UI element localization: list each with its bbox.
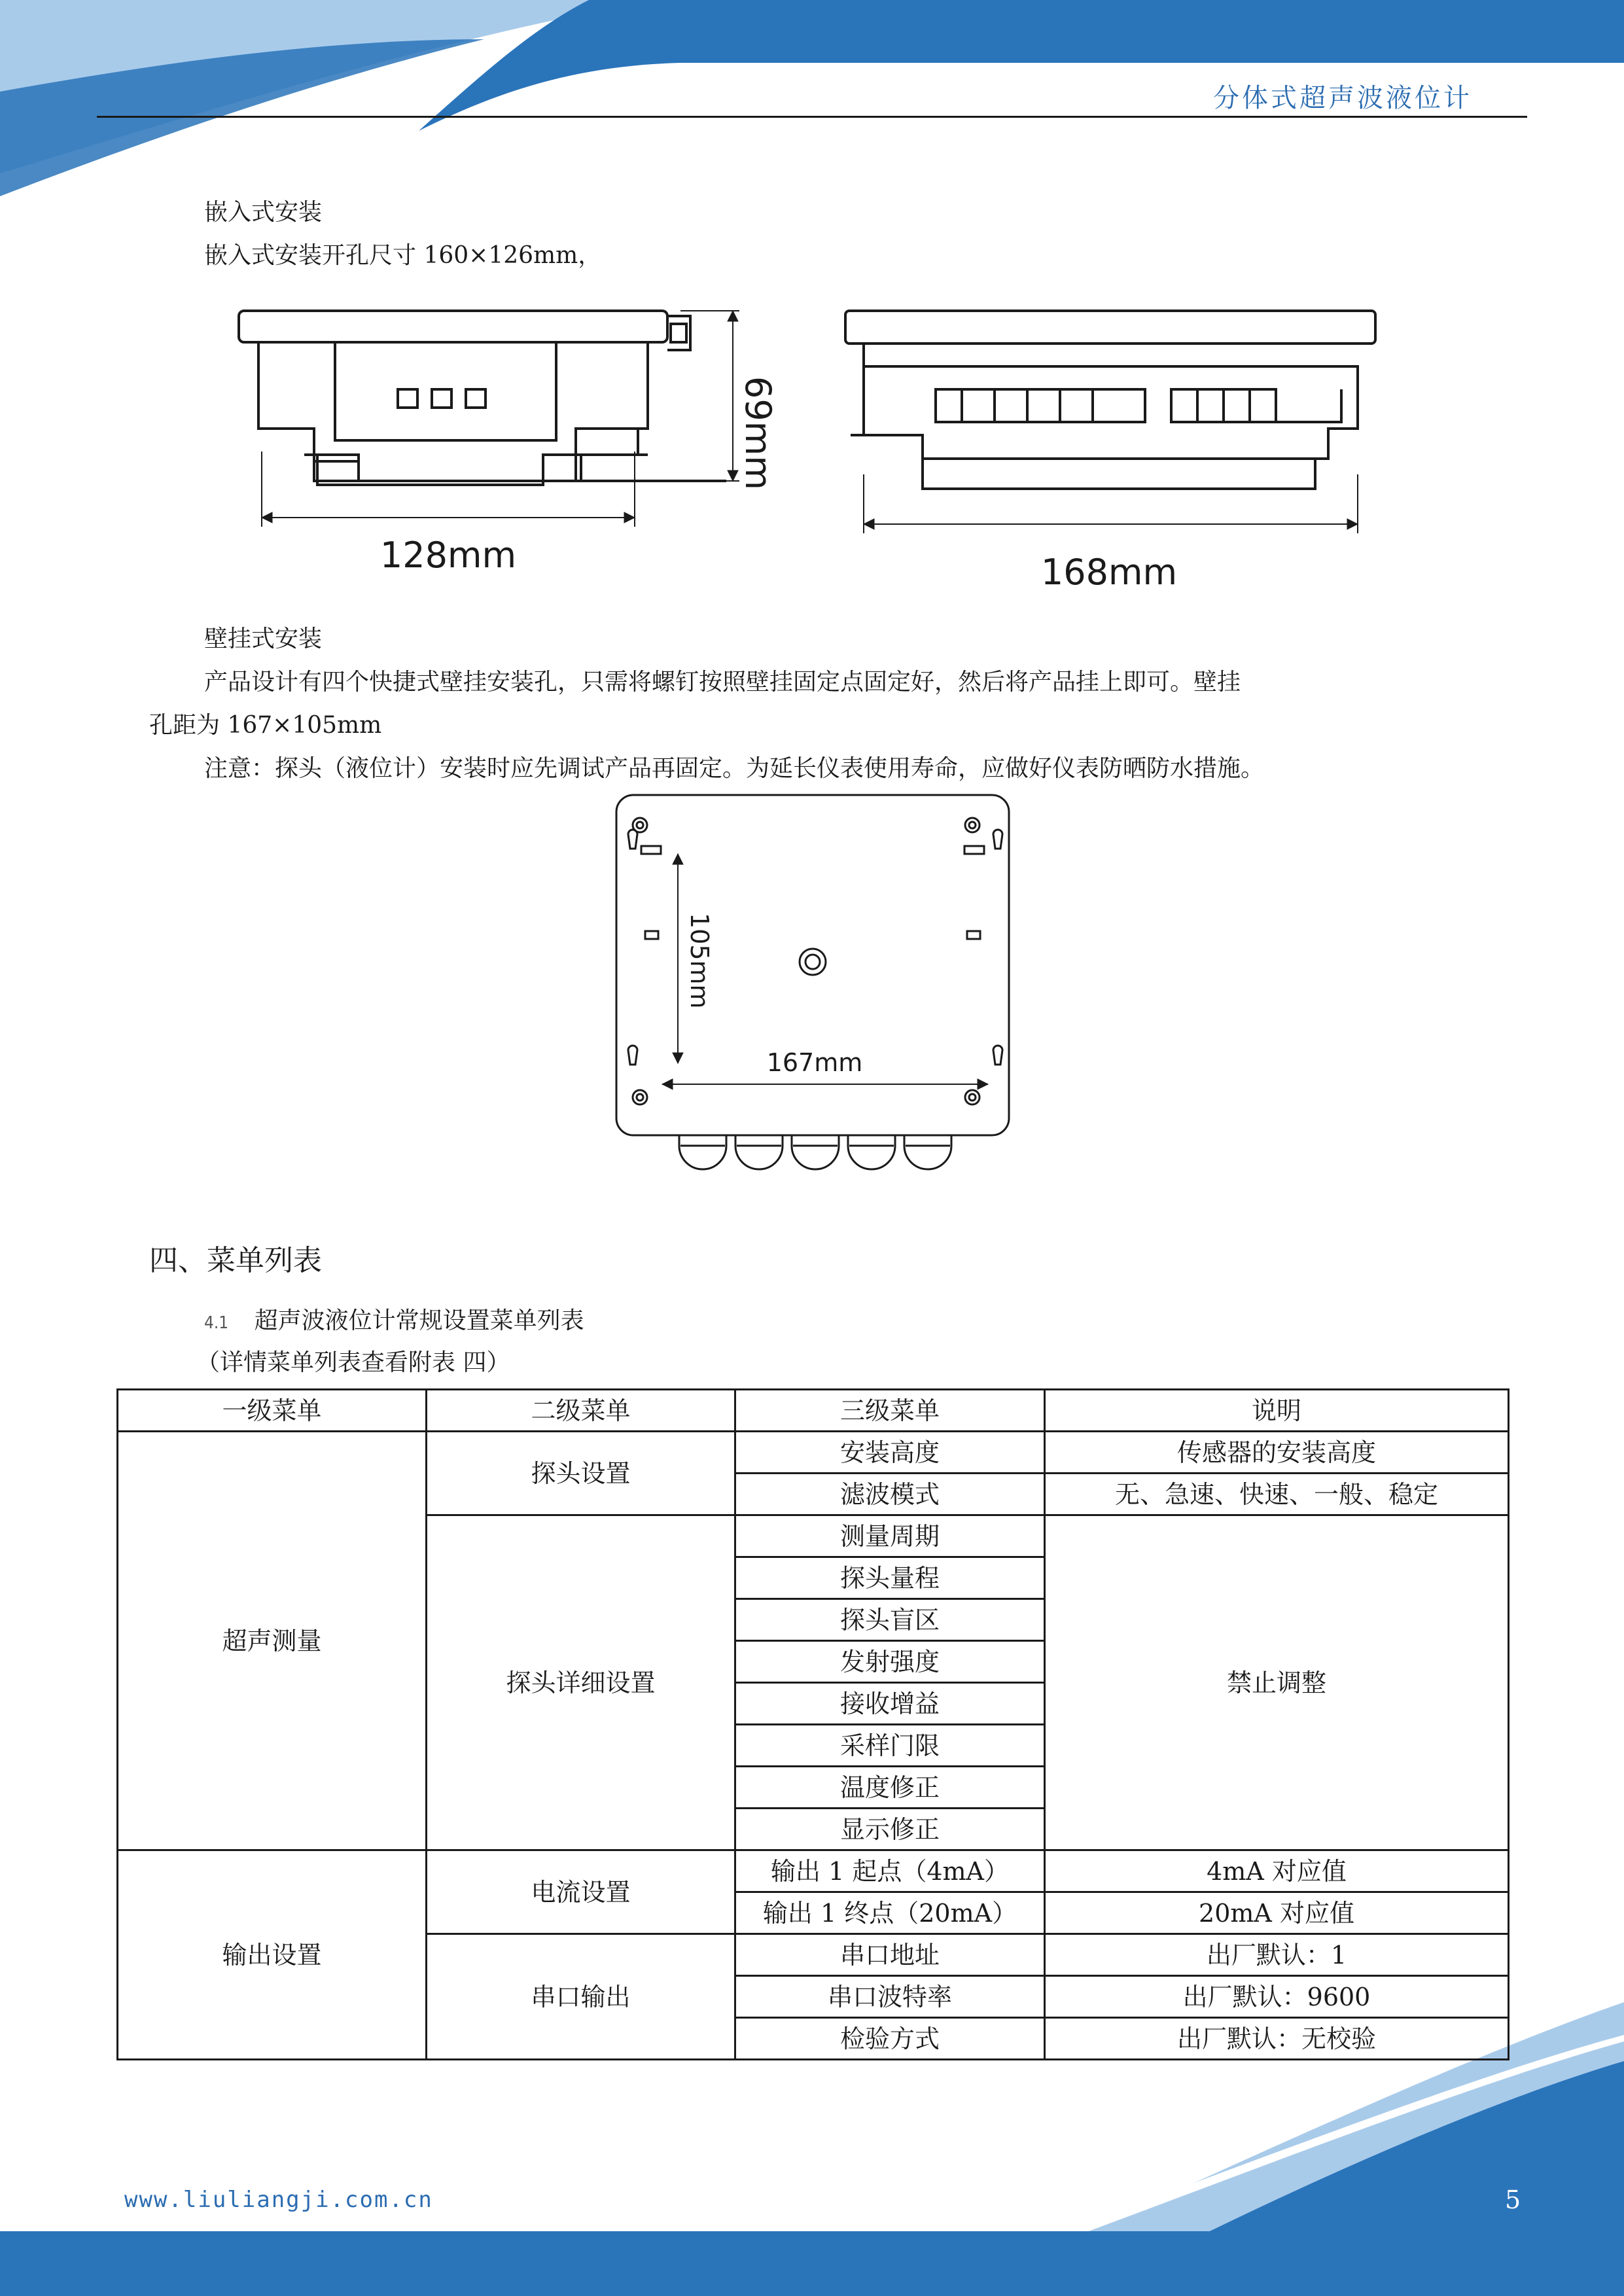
level3-cell: 串口地址	[735, 1934, 1045, 1976]
level3-cell: 发射强度	[735, 1641, 1045, 1683]
side-view-drawing	[239, 311, 739, 527]
menu-table	[116, 1388, 1509, 2060]
desc-cell: 禁止调整	[1045, 1515, 1509, 1850]
table-row	[118, 1850, 1509, 1892]
level1-cell: 超声测量	[118, 1432, 427, 1850]
desc-cell: 传感器的安装高度	[1045, 1432, 1509, 1474]
header-title: 分体式超声波液位计	[1213, 83, 1472, 113]
level3-cell: 测量周期	[735, 1515, 1045, 1557]
level3-cell: 安装高度	[735, 1432, 1045, 1474]
level3-cell: 温度修正	[735, 1767, 1045, 1809]
header-cell: 三级菜单	[735, 1390, 1045, 1432]
front-view-drawing	[845, 311, 1375, 533]
dim-width-front: 168mm	[1040, 552, 1178, 593]
level3-cell: 输出 1 起点（4mA）	[735, 1850, 1045, 1892]
desc-cell: 出厂默认：无校验	[1045, 2018, 1509, 2060]
footer-blue-band	[0, 2231, 1624, 2296]
desc-cell: 4mA 对应值	[1045, 1850, 1509, 1892]
menu-subheading	[204, 1305, 584, 1339]
level3-cell: 显示修正	[735, 1809, 1045, 1850]
level2-cell: 探头详细设置	[427, 1515, 735, 1850]
level3-cell: 输出 1 终点（20mA）	[735, 1892, 1045, 1934]
menu-subheading-text: 超声波液位计常规设置菜单列表	[254, 1307, 584, 1334]
level1-cell: 输出设置	[118, 1850, 427, 2060]
embedded-text: 嵌入式安装开孔尺寸 160×126mm，	[204, 242, 602, 269]
level2-cell: 电流设置	[427, 1850, 735, 1934]
page-number: 5	[1505, 2185, 1521, 2214]
desc-cell: 无、急速、快速、一般、稳定	[1045, 1474, 1509, 1515]
wall-install-figure	[609, 788, 1027, 1181]
level2-cell: 探头设置	[427, 1432, 735, 1515]
dim-vertical: 105mm	[685, 913, 714, 1009]
dim-width-side: 128mm	[380, 535, 517, 576]
wall-note: 注意：探头（液位计）安装时应先调试产品再固定。为延长仪表使用寿命，应做好仪表防晒防水措施。	[204, 755, 1265, 782]
header-cell: 一级菜单	[118, 1390, 427, 1432]
level3-cell: 采样门限	[735, 1725, 1045, 1767]
dim-horizontal: 167mm	[766, 1048, 863, 1077]
cable-glands	[679, 1135, 951, 1169]
level3-cell: 探头盲区	[735, 1599, 1045, 1641]
level3-cell: 检验方式	[735, 2018, 1045, 2060]
desc-cell: 出厂默认：9600	[1045, 1976, 1509, 2018]
level3-cell: 探头量程	[735, 1557, 1045, 1599]
table-row	[118, 1432, 1509, 1474]
menu-section-heading: 四、菜单列表	[149, 1244, 322, 1277]
footer-website-link[interactable]: www.liuliangji.com.cn	[124, 2187, 433, 2213]
wall-text-line1: 产品设计有四个快捷式壁挂安装孔，只需将螺钉按照壁挂固定点固定好，然后将产品挂上即可。壁挂	[204, 669, 1241, 696]
header-cell: 说明	[1045, 1390, 1509, 1432]
dim-height: 69mm	[737, 376, 779, 490]
wall-heading: 壁挂式安装	[204, 626, 323, 652]
menu-subheading-number: 4.1	[204, 1313, 229, 1333]
embedded-install-figure	[222, 298, 1400, 599]
table-header-row	[118, 1390, 1509, 1432]
level2-cell: 串口输出	[427, 1934, 735, 2060]
desc-cell: 20mA 对应值	[1045, 1892, 1509, 1934]
wall-text-line2: 孔距为 167×105mm	[149, 712, 382, 739]
menu-note: （详情菜单列表查看附表 四）	[196, 1349, 510, 1376]
header-cell: 二级菜单	[427, 1390, 735, 1432]
embedded-heading: 嵌入式安装	[204, 199, 323, 226]
desc-cell: 出厂默认：1	[1045, 1934, 1509, 1976]
header-rule	[97, 116, 1527, 118]
level3-cell: 接收增益	[735, 1683, 1045, 1725]
level3-cell: 滤波模式	[735, 1474, 1045, 1515]
level3-cell: 串口波特率	[735, 1976, 1045, 2018]
